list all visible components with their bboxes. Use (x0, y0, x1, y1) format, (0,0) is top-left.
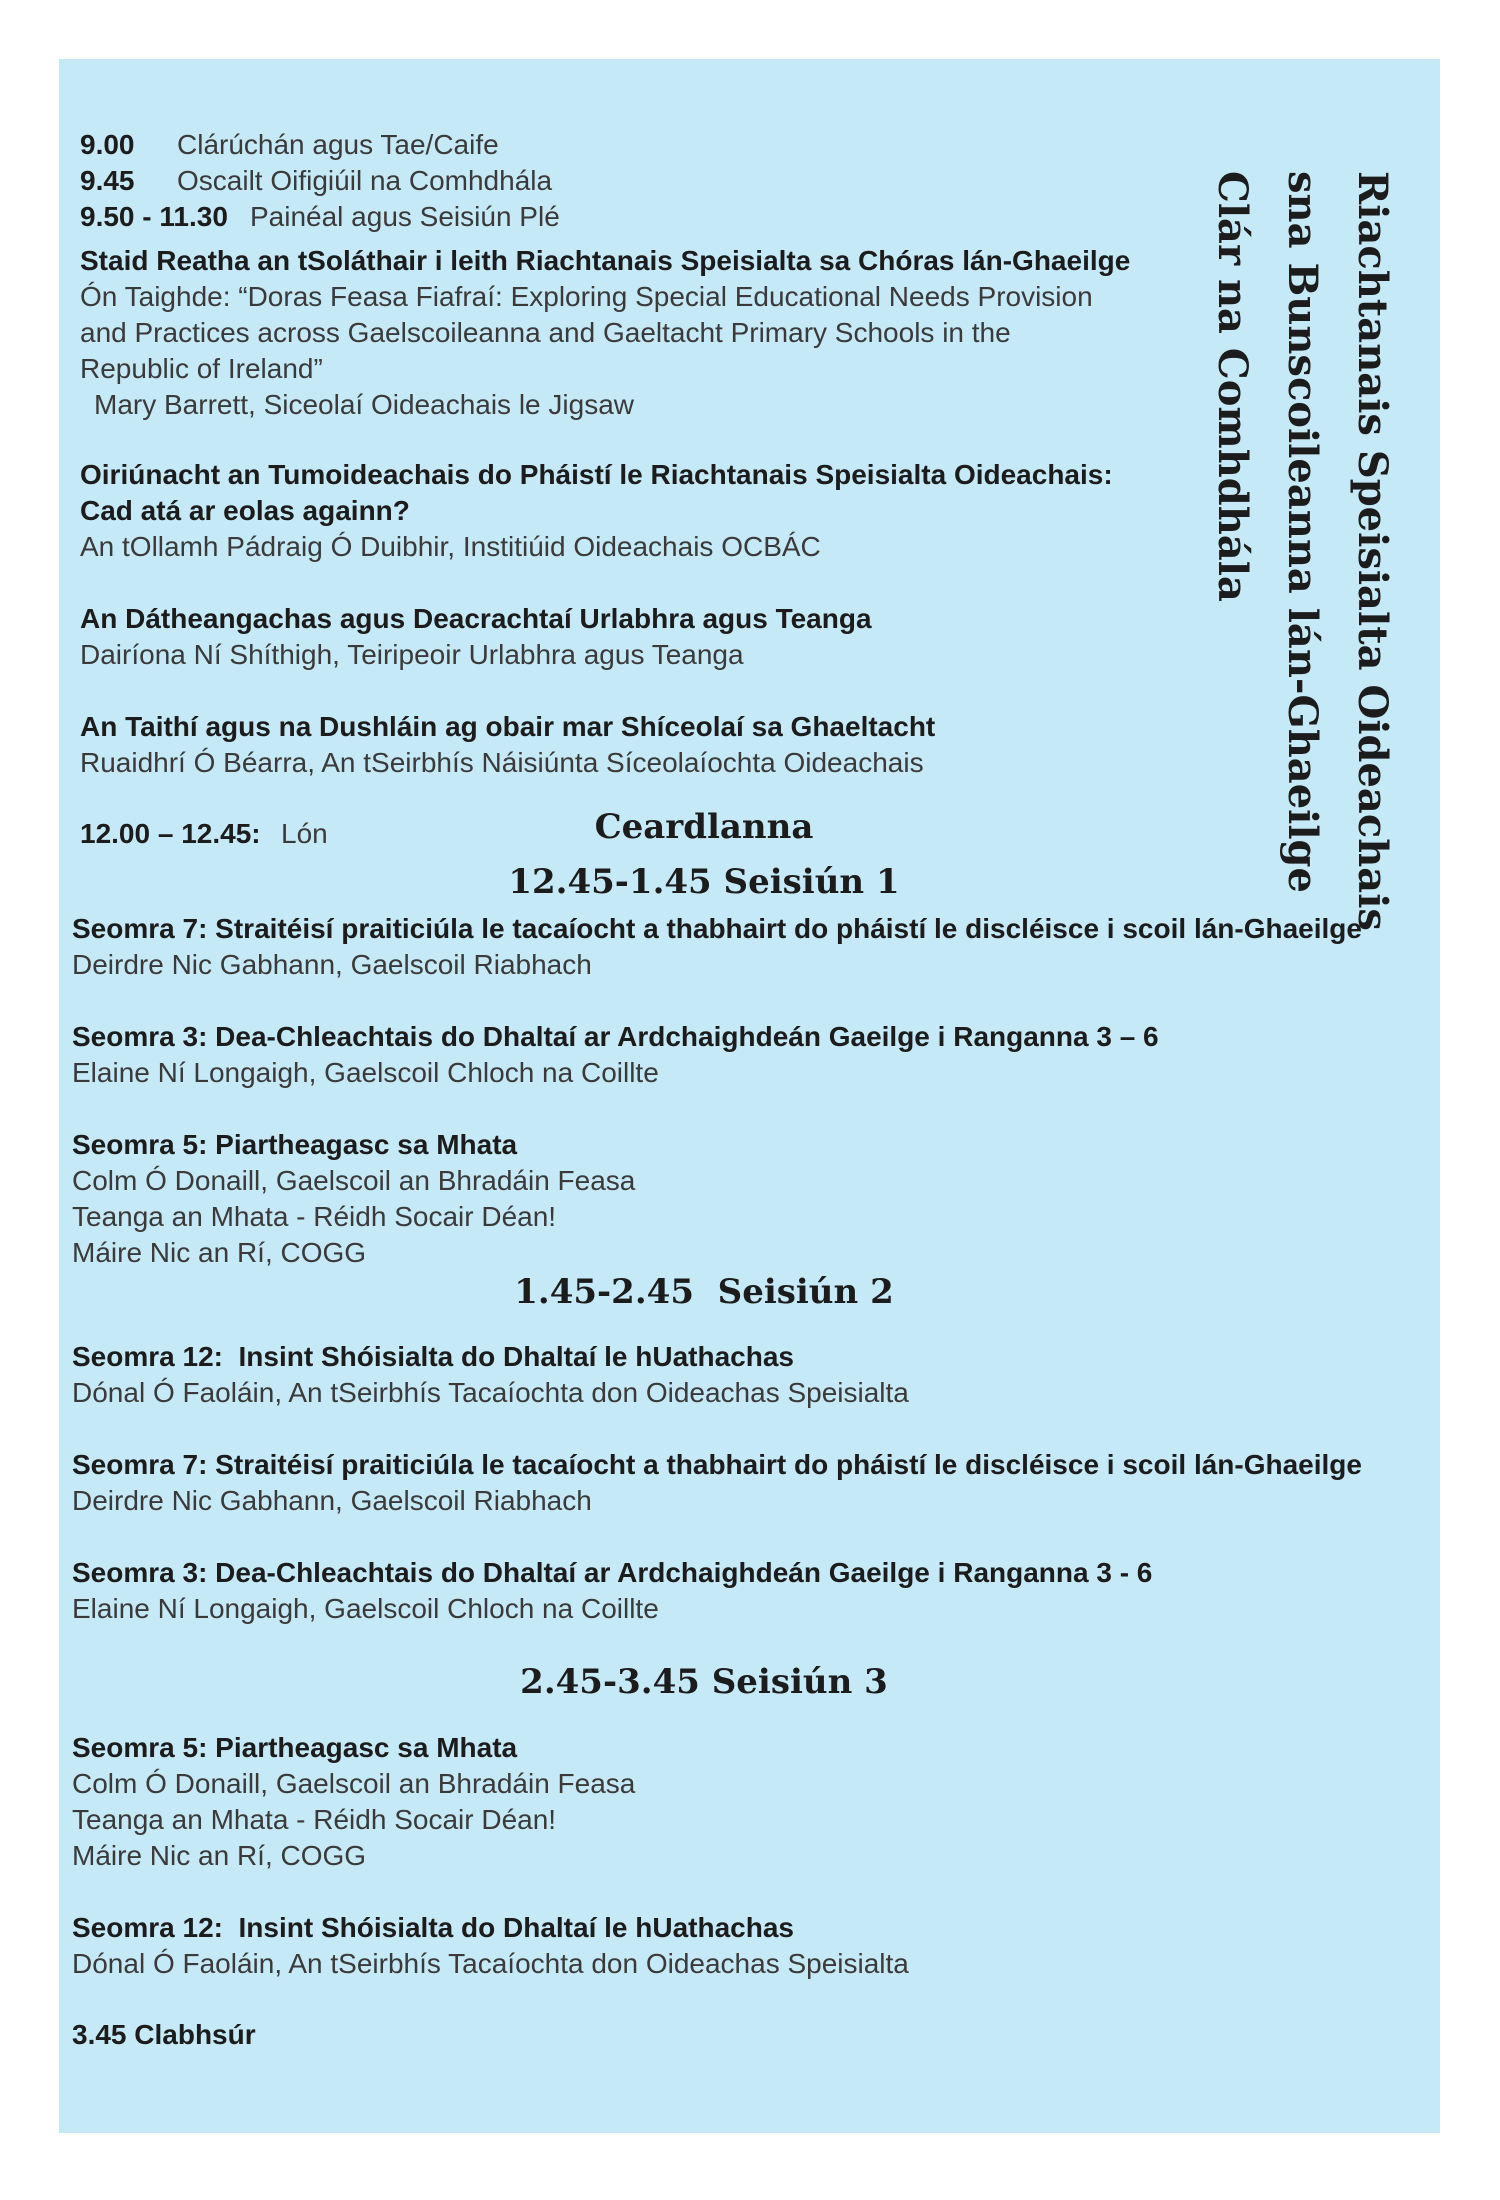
talk-3-title: An Dátheangachas agus Deacrachtaí Urlabhra agus Teanga (80, 603, 872, 634)
talk-4-speaker: Ruaidhrí Ó Béarra, An tSeirbhís Náisiúnta Síceolaíochta Oideachais (80, 747, 924, 778)
talk-1-line: Republic of Ireland” (80, 353, 323, 384)
talk-3-speaker: Dairíona Ní Shíthigh, Teiripeoir Urlabhra agus Teanga (80, 639, 744, 670)
talk-2-title: Cad atá ar eolas againn? (80, 495, 410, 526)
s3-room-12-title: Seomra 12: Insint Shóisialta do Dhaltaí le hUathachas (72, 1912, 794, 1943)
item-opening: Oscailt Oifigiúil na Comhdhála (177, 165, 553, 196)
lunch-time: 12.00 – 12.45: (80, 818, 261, 849)
s1-room-3-speaker: Elaine Ní Longaigh, Gaelscoil Chloch na Coillte (72, 1057, 659, 1088)
session-2-heading: 1.45-2.45 Seisiún 2 (514, 1272, 894, 1312)
item-registration: Clárúchán agus Tae/Caife (177, 129, 499, 160)
s3-room-5-line: Teanga an Mhata - Réidh Socair Déan! (72, 1804, 557, 1835)
s2-room-3-title: Seomra 3: Dea-Chleachtais do Dhaltaí ar Ardchaighdeán Gaeilge i Ranganna 3 - 6 (72, 1557, 1153, 1588)
s2-room-3-speaker: Elaine Ní Longaigh, Gaelscoil Chloch na Coillte (72, 1593, 659, 1624)
time-950: 9.50 - 11.30 (80, 201, 228, 232)
time-900: 9.00 (80, 129, 135, 160)
lunch-label: Lón (281, 818, 328, 849)
s2-room-12-title: Seomra 12: Insint Shóisialta do Dhaltaí le hUathachas (72, 1341, 794, 1372)
s1-room-5-line: Máire Nic an Rí, COGG (72, 1237, 367, 1268)
title-line-3: Clár na Comhdhála (1209, 171, 1256, 602)
talk-2-speaker: An tOllamh Pádraig Ó Duibhir, Institiúid Oideachais OCBÁC (80, 531, 821, 562)
s1-room-7-title: Seomra 7: Straitéisí praiticiúla le tacaíocht a thabhairt do pháistí le discléisce i scoil lán-Ghaeilge (72, 913, 1362, 944)
title-line-1: Riachtanais Speisialta Oideachais (1349, 171, 1396, 931)
s2-room-7-title: Seomra 7: Straitéisí praiticiúla le tacaíocht a thabhairt do pháistí le discléisce i scoil lán-Ghaeilge (72, 1449, 1362, 1480)
talk-1-line: Ón Taighde: “Doras Feasa Fiafraí: Exploring Special Educational Needs Provision (80, 281, 1093, 312)
session-1-heading: 12.45-1.45 Seisiún 1 (508, 862, 900, 902)
s3-room-5-line: Máire Nic an Rí, COGG (72, 1840, 367, 1871)
session-3-heading: 2.45-3.45 Seisiún 3 (520, 1662, 888, 1702)
s3-room-5-title: Seomra 5: Piartheagasc sa Mhata (72, 1732, 518, 1763)
s1-room-3-title: Seomra 3: Dea-Chleachtais do Dhaltaí ar Ardchaighdeán Gaeilge i Ranganna 3 – 6 (72, 1021, 1159, 1052)
s1-room-5-title: Seomra 5: Piartheagasc sa Mhata (72, 1129, 518, 1160)
time-945: 9.45 (80, 165, 135, 196)
talk-1-speaker: Mary Barrett, Siceolaí Oideachais le Jigsaw (94, 389, 634, 420)
s2-room-7-speaker: Deirdre Nic Gabhann, Gaelscoil Riabhach (72, 1485, 592, 1516)
programme-title (1102, 171, 1402, 1011)
programme-panel (59, 59, 1440, 2133)
closing: 3.45 Clabhsúr (72, 2019, 256, 2050)
s1-room-5-line: Colm Ó Donaill, Gaelscoil an Bhradáin Feasa (72, 1165, 636, 1196)
s3-room-5-line: Colm Ó Donaill, Gaelscoil an Bhradáin Feasa (72, 1768, 636, 1799)
talk-4-title: An Taithí agus na Dushláin ag obair mar Shíceolaí sa Ghaeltacht (80, 711, 936, 742)
s1-room-5-line: Teanga an Mhata - Réidh Socair Déan! (72, 1201, 557, 1232)
talk-1-title: Staid Reatha an tSoláthair i leith Riachtanais Speisialta sa Chóras lán-Ghaeilge (80, 245, 1131, 276)
workshops-heading: Ceardlanna (594, 807, 814, 847)
s2-room-12-speaker: Dónal Ó Faoláin, An tSeirbhís Tacaíochta don Oideachas Speisialta (72, 1377, 909, 1408)
talk-2-title: Oiriúnacht an Tumoideachais do Pháistí le Riachtanais Speisialta Oideachais: (80, 459, 1113, 490)
s3-room-12-speaker: Dónal Ó Faoláin, An tSeirbhís Tacaíochta don Oideachas Speisialta (72, 1948, 909, 1979)
title-line-2: sna Bunscoileanna lán-Ghaeilge (1279, 171, 1326, 893)
talk-1-line: and Practices across Gaelscoileanna and Gaeltacht Primary Schools in the (80, 317, 1011, 348)
item-panel: Painéal agus Seisiún Plé (250, 201, 560, 232)
s1-room-7-speaker: Deirdre Nic Gabhann, Gaelscoil Riabhach (72, 949, 592, 980)
